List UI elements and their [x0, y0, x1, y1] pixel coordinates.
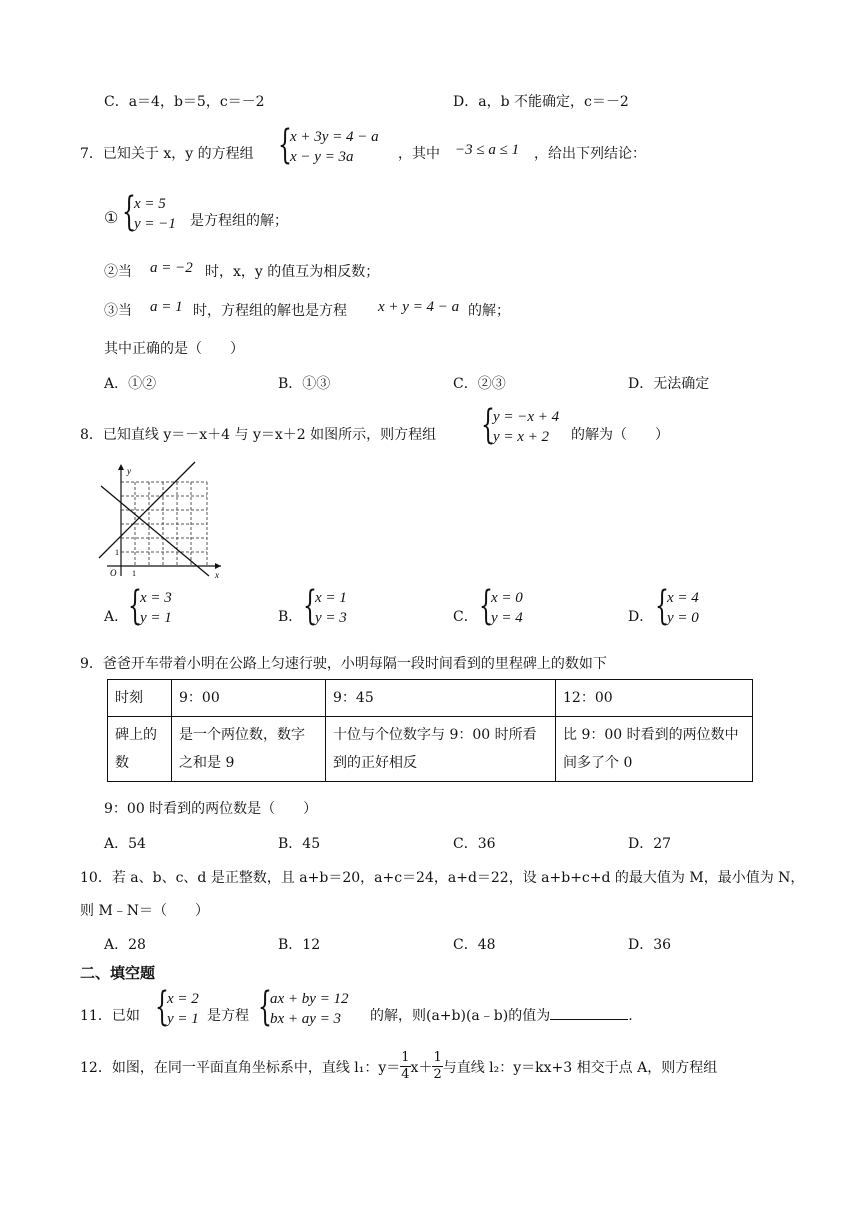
q10-option-c: C．48 — [453, 937, 496, 953]
q8-graph — [97, 460, 227, 580]
q7-s1-eq1: x = 5 — [134, 196, 166, 212]
q10-stem-line1: 10．若 a、b、c、d 是正整数，且 a+b＝20，a+c＝24，a+d＝22，设 a+b+c+d 的最大值为 M，最小值为 N， — [80, 870, 805, 886]
q8-option-d-label: D． — [628, 609, 654, 625]
q8-option-d-eq1: x = 4 — [667, 590, 699, 606]
q8-option-b-eq1: x = 1 — [315, 590, 347, 606]
q9-option-b: B．45 — [278, 836, 321, 852]
q6-option-c: C．a＝4，b＝5，c＝－2 — [104, 94, 265, 110]
q8-option-c-eq2: y = 4 — [491, 610, 523, 626]
q11-stem-suffix — [370, 1005, 633, 1025]
q8-option-b-label: B． — [278, 609, 303, 625]
q7-statement1-mark: ① — [104, 208, 119, 227]
q10-option-a: A．28 — [104, 937, 146, 953]
q7-statement3-prefix: ③当 — [104, 303, 132, 319]
q9-table — [107, 679, 753, 782]
q7-statement2-prefix: ②当 — [104, 264, 132, 280]
q8-option-c-label: C． — [453, 609, 478, 625]
q7-stem-prefix: 7．已知关于 x，y 的方程组 — [80, 146, 254, 162]
q12-suffix: 与直线 l₂：y＝kx+3 相交于点 A，则方程组 — [442, 1059, 718, 1076]
q12-stem — [80, 1050, 717, 1083]
q11-stem-prefix: 11．已如 — [80, 1008, 140, 1024]
q8-eq1: y = −x + 4 — [493, 409, 560, 425]
q11-eq1: ax + by = 12 — [270, 991, 349, 1007]
table-cell: 十位与个位数字与 9：00 时所看到的正好相反 — [326, 717, 556, 782]
q9-option-d: D．27 — [628, 836, 672, 852]
q9-option-c: C．36 — [453, 836, 496, 852]
q7-eq2: x − y = 3a — [290, 149, 354, 165]
graph-tick-x: 1 — [132, 569, 136, 578]
q12-fraction-2 — [432, 1050, 442, 1083]
q8-option-a-label: A． — [104, 609, 129, 625]
q7-option-d: D．无法确定 — [628, 376, 710, 392]
q11-end: . — [628, 1008, 633, 1024]
q10-option-b: B．12 — [278, 937, 321, 953]
q8-option-b-eq2: y = 3 — [315, 610, 347, 626]
q9-stem: 9．爸爸开车带着小明在公路上匀速行驶，小明每隔一段时间看到的里程碑上的数如下 — [80, 656, 607, 672]
section-heading: 二、填空题 — [80, 964, 156, 982]
line-y-neg-x-plus-4 — [101, 486, 209, 576]
q11-mid-text: 是方程 — [207, 1008, 249, 1024]
table-cell: 9：45 — [326, 680, 556, 717]
q7-condition: −3 ≤ a ≤ 1 — [455, 142, 520, 158]
q8-option-d-eq2: y = 0 — [667, 610, 699, 626]
q7-statement3-eq2: x + y = 4 − a — [378, 299, 460, 315]
answer-blank[interactable] — [550, 1005, 628, 1020]
q8-option-a-eq2: y = 1 — [140, 610, 172, 626]
q8-option-a-eq1: x = 3 — [140, 590, 172, 606]
q11-sol2: y = 1 — [167, 1011, 199, 1027]
q7-statement3-text: 的解； — [468, 303, 510, 319]
q10-option-d: D．36 — [628, 937, 672, 953]
q8-stem-prefix: 8．已知直线 y＝－x＋4 与 y＝x＋2 如图所示，则方程组 — [80, 427, 437, 443]
fraction-numerator: 1 — [433, 1050, 442, 1065]
q7-mid-text: ，其中 — [398, 146, 440, 162]
q11-sol1: x = 2 — [167, 991, 199, 1007]
q7-statement2-text: 时，x，y 的值互为相反数； — [205, 264, 380, 280]
q11-suffix-text: 的解，则(a+b)(a﹣b)的值为 — [370, 1008, 551, 1024]
table-row — [108, 680, 753, 717]
q12-fraction-1 — [400, 1050, 410, 1083]
graph-y-label: y — [127, 466, 131, 476]
q7-option-b: B．①③ — [278, 376, 331, 392]
fraction-denominator: 2 — [433, 1067, 442, 1082]
q7-option-c: C．②③ — [453, 376, 506, 392]
fraction-denominator: 4 — [401, 1067, 410, 1082]
graph-origin: O — [110, 568, 117, 578]
table-cell: 9：00 — [172, 680, 326, 717]
graph-tick-y: 1 — [115, 548, 119, 557]
table-cell: 比 9：00 时看到的两位数中间多了个 0 — [556, 717, 753, 782]
q10-stem-line2: 则 M﹣N＝（ ） — [80, 903, 210, 919]
q9-option-a: A．54 — [104, 836, 146, 852]
q11-eq2: bx + ay = 3 — [270, 1011, 342, 1027]
fraction-numerator: 1 — [401, 1050, 410, 1065]
q7-option-a: A．①② — [104, 376, 157, 392]
q7-ask: 其中正确的是（ ） — [104, 341, 244, 357]
q6-option-d: D．a，b 不能确定，c＝－2 — [453, 94, 629, 110]
q12-prefix: 12．如图，在同一平面直角坐标系中，直线 l₁：y＝ — [80, 1059, 401, 1076]
table-cell: 时刻 — [108, 680, 172, 717]
q7-eq1: x + 3y = 4 − a — [290, 129, 379, 145]
q7-statement1-text: 是方程组的解； — [190, 213, 288, 229]
q7-s1-eq2: y = −1 — [134, 216, 176, 232]
q9-ask: 9：00 时看到的两位数是（ ） — [104, 801, 318, 817]
q7-statement3-eq: a = 1 — [150, 299, 183, 315]
q8-eq2: y = x + 2 — [493, 429, 550, 445]
q7-statement3-mid: 时，方程组的解也是方程 — [193, 303, 347, 319]
table-cell: 碑上的数 — [108, 717, 172, 782]
q7-statement2-eq: a = −2 — [150, 260, 193, 276]
q12-mid: x＋ — [410, 1059, 433, 1076]
graph-x-label: x — [215, 570, 219, 580]
q8-stem-suffix: 的解为（ ） — [571, 427, 669, 443]
q7-stem-suffix: ，给出下列结论： — [534, 146, 646, 162]
table-row — [108, 717, 753, 782]
table-cell: 12：00 — [556, 680, 753, 717]
table-cell: 是一个两位数，数字之和是 9 — [172, 717, 326, 782]
q8-option-c-eq1: x = 0 — [491, 590, 523, 606]
line-y-x-plus-2 — [99, 462, 195, 558]
